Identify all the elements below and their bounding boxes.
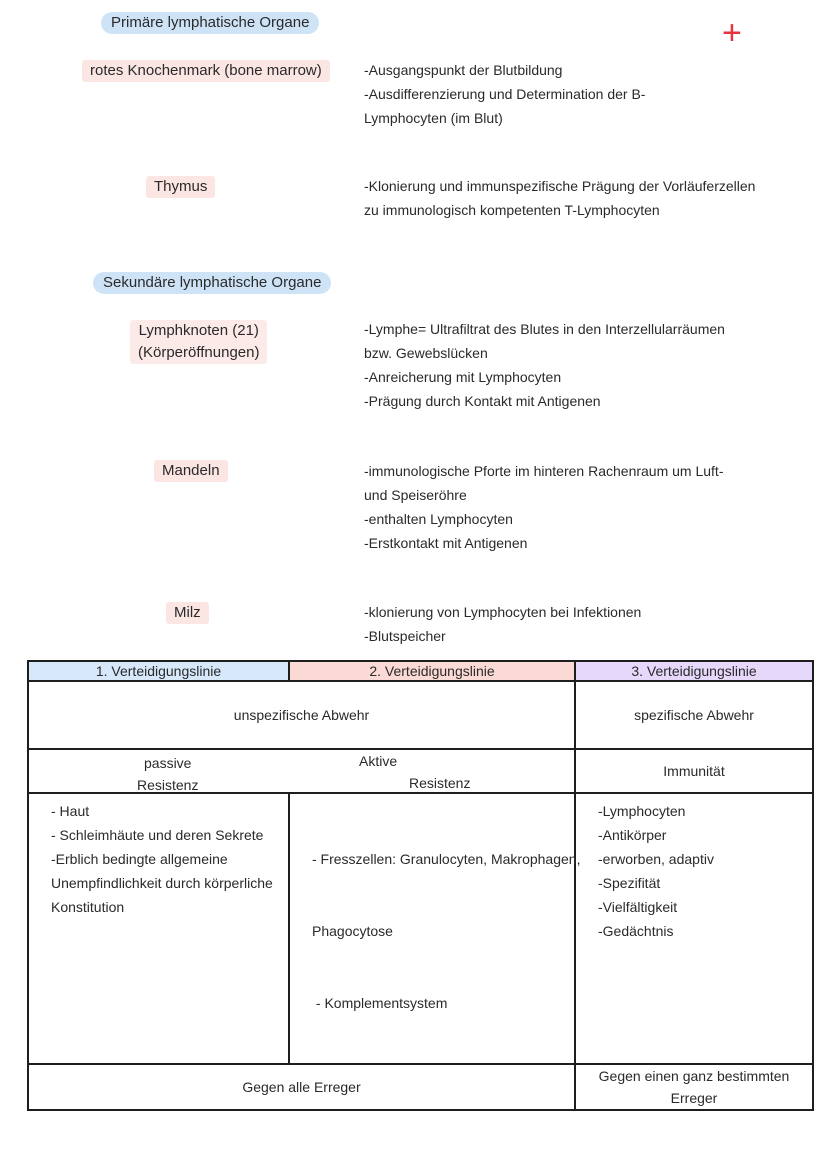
- list-item: - Fresszellen: Granulocyten, Makrophagen,: [312, 851, 581, 867]
- desc-line: -Anreicherung mit Lymphocyten: [364, 369, 562, 385]
- desc-line: -Ausgangspunkt der Blutbildung: [364, 62, 563, 78]
- list-item: -Lymphocyten: [598, 803, 686, 819]
- desc-line: und Speiseröhre: [364, 487, 467, 503]
- desc-line: Lymphocyten (im Blut): [364, 110, 503, 126]
- organ-label-mandeln: Mandeln: [154, 460, 228, 482]
- organ-label-lymphknoten: [130, 320, 267, 364]
- table-header-row: [28, 661, 813, 681]
- secondary-organs-heading: Sekundäre lymphatische Organe: [93, 272, 331, 294]
- organ-label-thymus: Thymus: [146, 176, 215, 198]
- passive-resistance: [137, 752, 198, 796]
- specific-defense-cell: [575, 681, 813, 749]
- organ-desc-thymus: [364, 174, 755, 222]
- cell-text: Gegen alle Erreger: [242, 1079, 361, 1095]
- primary-organs-heading: Primäre lymphatische Organe: [101, 12, 319, 34]
- list-item: Unempfindlichkeit durch körperliche: [51, 875, 273, 891]
- table-row: [28, 1064, 813, 1110]
- third-line-items-cell: [575, 793, 813, 1064]
- desc-line: -Klonierung und immunspezifische Prägung der Vorläuferzellen: [364, 178, 756, 194]
- cell-text: spezifische Abwehr: [634, 707, 754, 723]
- header-first-line: [28, 661, 289, 681]
- first-line-items-cell: [28, 793, 289, 1064]
- header-label: 2. Verteidigungslinie: [369, 663, 495, 679]
- list-item: - Schleimhäute und deren Sekrete: [51, 827, 264, 843]
- list-item: - Komplementsystem: [312, 995, 448, 1011]
- desc-line: -Erstkontakt mit Antigenen: [364, 535, 528, 551]
- list-item: Konstitution: [51, 899, 125, 915]
- list-item: Phagocytose: [312, 923, 393, 939]
- desc-line: -Prägung durch Kontakt mit Antigenen: [364, 393, 601, 409]
- defense-lines-table: [27, 660, 814, 1111]
- list-item: -Antikörper: [598, 827, 667, 843]
- organ-desc-mandeln: [364, 459, 724, 555]
- list-item: -Gedächtnis: [598, 923, 674, 939]
- table-row: [28, 793, 813, 1064]
- table-row: [28, 749, 813, 793]
- cell-text: Immunität: [663, 763, 725, 779]
- organ-desc-milz: [364, 600, 641, 648]
- organ-label-knochenmark: rotes Knochenmark (bone marrow): [82, 60, 330, 82]
- desc-line: -Ausdifferenzierung und Determination der B-: [364, 86, 646, 102]
- immunity-cell: [575, 749, 813, 793]
- header-second-line: [289, 661, 575, 681]
- list-item: -Spezifität: [598, 875, 661, 891]
- cell-text: passive: [144, 755, 192, 771]
- against-specific-cell: [575, 1064, 813, 1110]
- cell-text: Resistenz: [409, 775, 471, 791]
- against-all-cell: [28, 1064, 575, 1110]
- cell-text: Aktive: [359, 753, 398, 769]
- organ-name-sub: (Körperöffnungen): [138, 344, 260, 361]
- list-item: - Haut: [51, 803, 90, 819]
- desc-line: -Lymphe= Ultrafiltrat des Blutes in den Interzellularräumen: [364, 321, 725, 337]
- header-label: 3. Verteidigungslinie: [631, 663, 757, 679]
- cell-text: Gegen einen ganz bestimmten: [598, 1068, 790, 1084]
- list-item: -Vielfältigkeit: [598, 899, 678, 915]
- cell-text: Erreger: [670, 1090, 718, 1106]
- unspecific-defense-cell: [28, 681, 575, 749]
- active-resistance: [359, 750, 470, 794]
- organ-desc-knochenmark: [364, 58, 645, 130]
- organ-name: Lymphknoten (21): [138, 322, 259, 339]
- organ-label-milz: Milz: [166, 602, 209, 624]
- table-row: [28, 681, 813, 749]
- desc-line: zu immunologisch kompetenten T-Lymphocyten: [364, 202, 660, 218]
- desc-line: -klonierung von Lymphocyten bei Infektionen: [364, 604, 642, 620]
- cell-text: Resistenz: [137, 777, 199, 793]
- header-third-line: [575, 661, 813, 681]
- desc-line: -immunologische Pforte im hinteren Rachenraum um Luft-: [364, 463, 724, 479]
- list-item: -erworben, adaptiv: [598, 851, 714, 867]
- cell-text: unspezifische Abwehr: [233, 707, 370, 723]
- organ-desc-lymphknoten: [364, 317, 725, 413]
- list-item: -Erblich bedingte allgemeine: [51, 851, 228, 867]
- desc-line: bzw. Gewebslücken: [364, 345, 488, 361]
- plus-mark: +: [722, 14, 742, 52]
- second-line-items-cell: [289, 793, 581, 1064]
- header-label: 1. Verteidigungslinie: [95, 663, 222, 679]
- desc-line: -Blutspeicher: [364, 628, 446, 644]
- desc-line: -enthalten Lymphocyten: [364, 511, 513, 527]
- resistance-cell: [28, 749, 575, 793]
